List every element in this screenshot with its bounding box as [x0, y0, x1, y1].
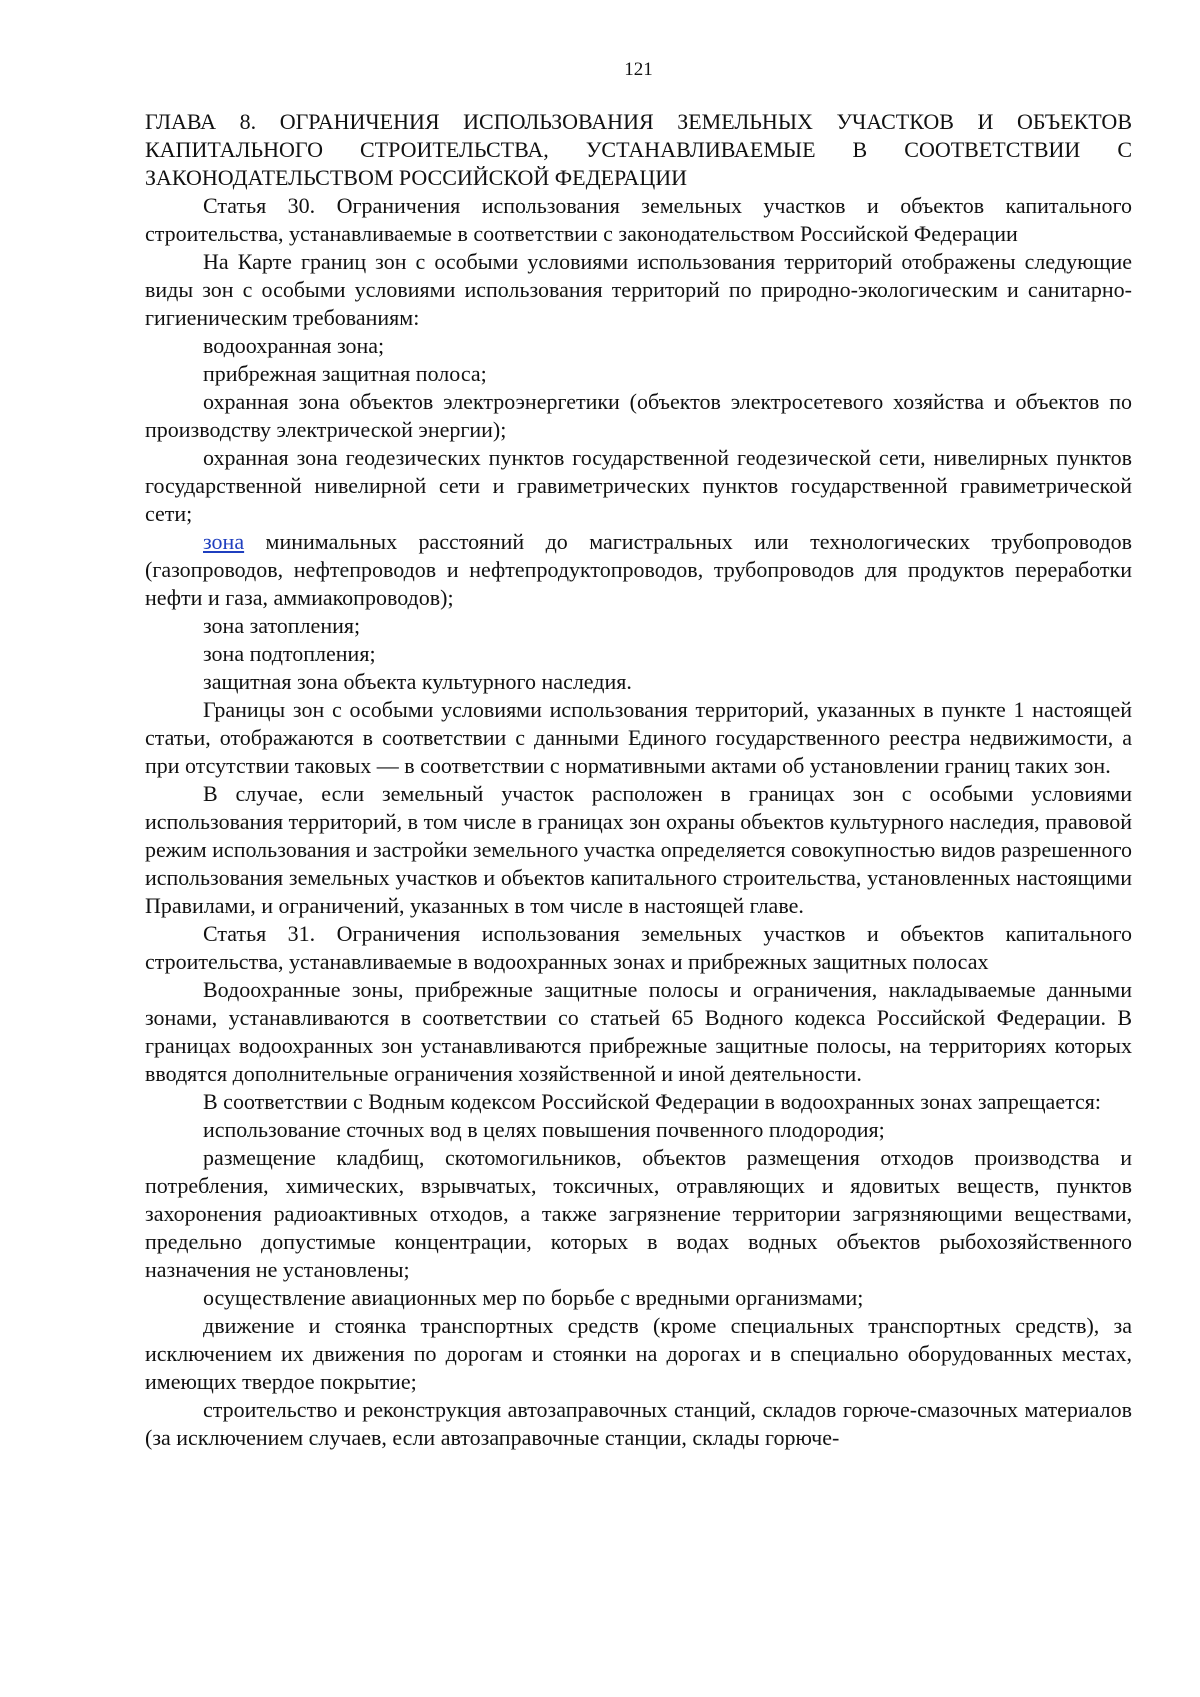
- list-item: использование сточных вод в целях повышения почвенного плодородия;: [203, 1117, 885, 1142]
- paragraph-case: В случае, если земельный участок расположен в границах зон с особыми условиями использования территорий, в том числе в границах зон охраны объектов культурного наследия, правовой режим использования и застройки земельного участка определяется совокупностью видов разрешенного использования земельных участков и объектов капитального строительства, установленных настоящими Правилами, и ограничений, указанных в том числе в настоящей главе.: [145, 781, 1132, 918]
- list-item: прибрежная защитная полоса;: [203, 361, 487, 386]
- paragraph-prohibited-intro: В соответствии с Водным кодексом Российской Федерации в водоохранных зонах запрещается:: [203, 1089, 1101, 1114]
- zone-link[interactable]: зона: [203, 529, 245, 554]
- article-30-intro: На Карте границ зон с особыми условиями использования территорий отображены следующие виды зон с особыми условиями использования территорий по природно-экологическим и санитарно-гигиеническим требованиям:: [145, 249, 1132, 330]
- chapter-title: ГЛАВА 8. ОГРАНИЧЕНИЯ ИСПОЛЬЗОВАНИЯ ЗЕМЕЛЬНЫХ УЧАСТКОВ И ОБЪЕКТОВ КАПИТАЛЬНОГО СТРОИТЕЛЬСТВА, УСТАНАВЛИВАЕМЫЕ В СООТВЕТСТВИИ С ЗАКОНОДАТЕЛЬСТВОМ РОССИЙСКОЙ ФЕДЕРАЦИИ: [145, 109, 1132, 190]
- paragraph-borders: Границы зон с особыми условиями использования территорий, указанных в пункте 1 настоящей статьи, отображаются в соответствии с данными Единого государственного реестра недвижимости, а при отсутствии таковых — в соответствии с нормативными актами об установлении границ таких зон.: [145, 697, 1132, 778]
- list-item: зона подтопления;: [203, 641, 376, 666]
- list-item: строительство и реконструкция автозаправочных станций, складов горюче-смазочных материалов (за исключением случаев, если автозаправочные станции, склады горюче-: [145, 1397, 1132, 1450]
- list-item: охранная зона геодезических пунктов государственной геодезической сети, нивелирных пунктов государственной нивелирной сети и гравиметрических пунктов государственной гравиметрической сети;: [145, 445, 1132, 526]
- page-number: 121: [624, 59, 653, 80]
- article-31-heading: Статья 31. Ограничения использования земельных участков и объектов капитального строительства, устанавливаемые в водоохранных зонах и прибрежных защитных полосах: [145, 921, 1132, 974]
- list-item: осуществление авиационных мер по борьбе с вредными организмами;: [203, 1285, 864, 1310]
- list-item: водоохранная зона;: [203, 333, 385, 358]
- list-item: охранная зона объектов электроэнергетики (объектов электросетевого хозяйства и объектов по производству электрической энергии);: [145, 389, 1132, 442]
- list-item: размещение кладбищ, скотомогильников, объектов размещения отходов производства и потребления, химических, взрывчатых, токсичных, отравляющих и ядовитых веществ, пунктов захоронения радиоактивных отходов, а также загрязнение территории загрязняющими веществами, предельно допустимые концентрации, которых в водах водных объектов рыбохозяйственного назначения не установлены;: [145, 1145, 1132, 1282]
- list-item: [145, 528, 1132, 612]
- list-item: движение и стоянка транспортных средств (кроме специальных транспортных средств), за исключением их движения по дорогам и стоянки на дорогах и в специально оборудованных местах, имеющих твердое покрытие;: [145, 1313, 1132, 1394]
- paragraph-water-zones: Водоохранные зоны, прибрежные защитные полосы и ограничения, накладываемые данными зонами, устанавливаются в соответствии со статьей 65 Водного кодекса Российской Федерации. В границах водоохранных зон устанавливаются прибрежные защитные полосы, на территориях которых вводятся дополнительные ограничения хозяйственной и иной деятельности.: [145, 977, 1132, 1086]
- article-30-heading: Статья 30. Ограничения использования земельных участков и объектов капитального строительства, устанавливаемые в соответствии с законодательством Российской Федерации: [145, 193, 1132, 246]
- list-item: защитная зона объекта культурного наследия.: [203, 669, 632, 694]
- list-item: зона затопления;: [203, 613, 361, 638]
- list-item-text: минимальных расстояний до магистральных или технологических трубопроводов (газопроводов, нефтепроводов и нефтепродуктопроводов, трубопроводов для продуктов переработки нефти и газа, аммиакопроводов);: [145, 529, 1132, 610]
